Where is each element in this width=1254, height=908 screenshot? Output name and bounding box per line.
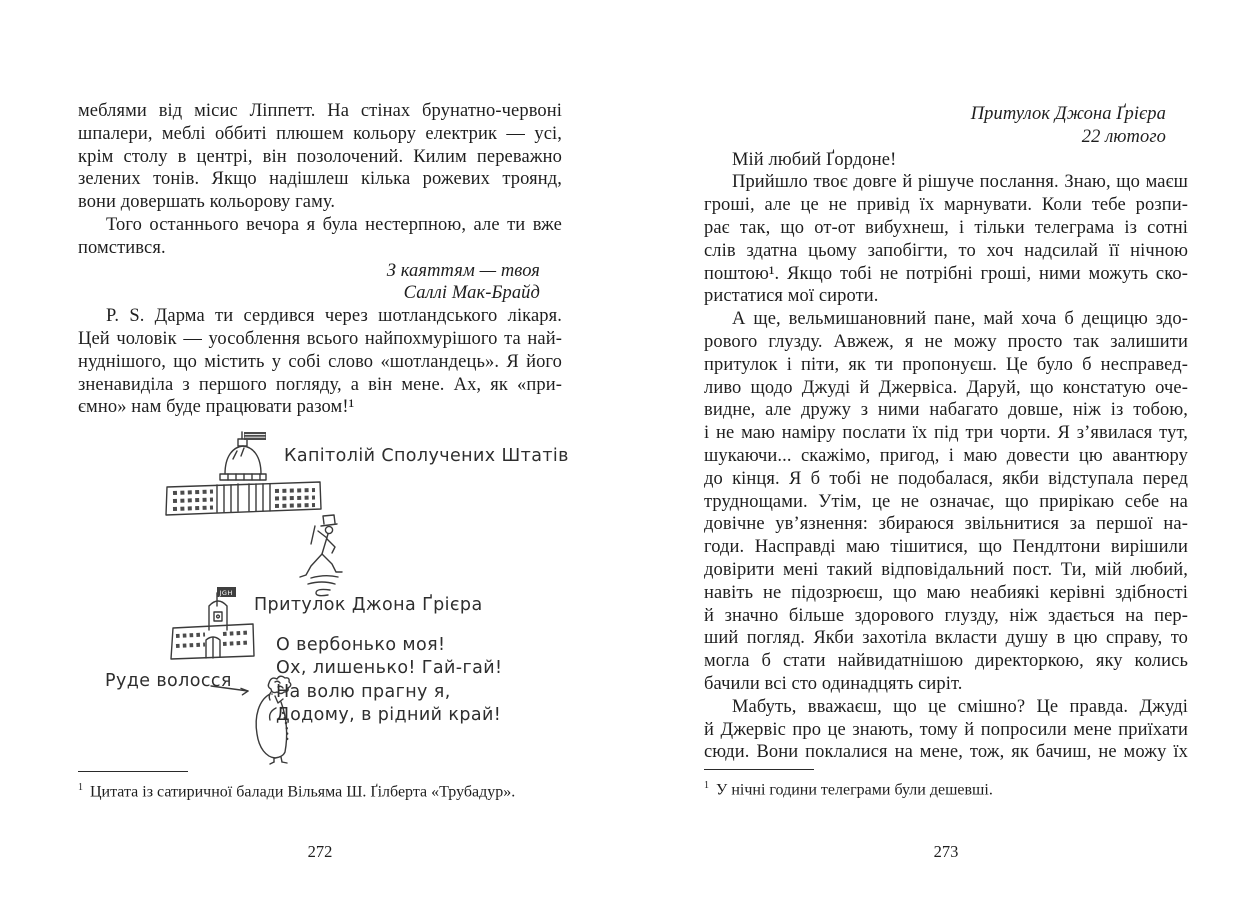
right-page-number: 273: [933, 842, 959, 861]
footnote-marker: 1: [704, 780, 709, 791]
footnote-text: У нічні години телеграми були дешевші.: [716, 781, 993, 799]
text-line: навіть не підозрюєш, що маю неабиякі керівні здібності: [704, 582, 1188, 603]
text-line: З каяттям — твоя: [386, 260, 540, 281]
text-line: вони довершать кольорову гаму.: [78, 192, 336, 213]
text-line: Мабуть, вважаєш, що це смішно? Це правда. Джуді: [732, 696, 1188, 717]
footnote-text: Цитата із сатиричної балади Вільяма Ш. Ґілберта «Трубадур».: [90, 783, 516, 801]
text-line: шпалери, меблі оббиті плюшем кольору електрик — усі,: [78, 123, 562, 144]
text-line: шукаючи... скажімо, пригод, і маю довести цю авантюру: [704, 445, 1188, 466]
orphanage-flag-label: JGH: [219, 589, 233, 597]
left-page-illustration: [78, 430, 569, 778]
left-page-text: [78, 100, 562, 419]
text-line: рає так, що от-от вибухнеш, і тільки телеграма із сотні: [704, 217, 1188, 238]
text-line: зненавиділа з першого погляду, а він мене. Ах, як «при-: [78, 374, 562, 395]
text-line: ливо щодо Джуді й Джервіса. Даруй, що констатую оче-: [704, 377, 1188, 398]
text-line: довічне ув’язнення: збираюся звільнитися за першої на-: [704, 514, 1188, 535]
walking-man-drawing: [300, 515, 342, 596]
letter-heading-line: Притулок Джона Ґрієра: [970, 104, 1166, 124]
left-page-number: 272: [307, 842, 333, 861]
text-line: Прийшло твоє довге й рішуче послання. Знаю, що маєш: [732, 172, 1188, 193]
letter-heading-line: 22 лютого: [1081, 126, 1166, 147]
text-line: Того останнього вечора я була нестерпною, але ти вже: [106, 214, 562, 235]
text-line: зелених тонів. Якщо надішлеш кілька рожевих троянд,: [78, 169, 562, 190]
text-line: й значно більше здорового глузду, ніж здається на пер-: [704, 605, 1188, 626]
right-footnote-rule: [704, 769, 814, 770]
text-line: меблями від місис Ліппетт. На стінах брунатно-червоні: [78, 101, 562, 121]
verse-line: Додому, в рідний край!: [276, 704, 502, 725]
verse-line: Ох, лишенько! Гай-гай!: [276, 658, 503, 679]
text-line: ший погляд. Якби захотіла вкласти душу в цю справу, то: [704, 628, 1188, 649]
text-line: й Джервіс про це знають, тому й попросили мене приїхати: [704, 719, 1188, 740]
orphanage-caption: Притулок Джона Ґрієра: [254, 595, 483, 615]
text-line: довірити мені такий відповідальний пост. Ти, мій любий,: [704, 559, 1188, 580]
verse: [276, 634, 502, 727]
text-line: годи. Насправді маю тішитися, що Пендлтони вирішили: [704, 537, 1188, 558]
text-line: нуднішого, що містить у собі слово «шотландець». Я його: [78, 351, 562, 372]
left-footnote-rule: [78, 771, 188, 772]
text-line: ємно» нам буде працювати разом!¹: [78, 397, 355, 418]
text-line: гроші, але це не привід їх марнувати. Коли тебе розпи-: [704, 195, 1188, 216]
red-hair-label: Руде волосся: [105, 671, 232, 691]
left-footnote: [78, 778, 562, 802]
right-page-text: [704, 103, 1188, 764]
text-line: притулок і піти, як ти пропонуєш. Це було б несправед-: [704, 354, 1188, 375]
verse-line: О вербонько моя!: [276, 635, 446, 655]
text-line: А ще, вельмишановний пане, май хоча б дещицю здо-: [732, 309, 1188, 330]
text-line: могла б стати найвидатнішою директоркою, яку колись: [704, 651, 1188, 672]
text-line: поштою¹. Якщо тобі не потрібні гроші, ними можуть ско-: [704, 263, 1188, 284]
text-line: Цей чоловік — уособлення всього найпохмурішого та най-: [78, 328, 562, 349]
text-line: Мій любий Ґордоне!: [732, 149, 897, 170]
text-line: труднощами. Утім, це не означає, що прирікаю себе на: [704, 491, 1188, 512]
text-line: помстився.: [78, 237, 166, 258]
right-footnote: [704, 776, 1188, 800]
text-line: слів здатна цьому запобігти, то хоч надсилай її нічною: [704, 240, 1188, 261]
text-line: і не маю наміру послати їх під три чорти. Я з’явилася тут,: [704, 423, 1188, 444]
text-line: до кінця. Я б тобі не подобалася, якби відступала перед: [704, 468, 1188, 489]
footnote-marker: 1: [78, 782, 83, 793]
text-line: Саллі Мак-Брайд: [403, 283, 540, 304]
text-line: бачили всі сто одинадцять сиріт.: [704, 673, 963, 694]
verse-line: На волю прагну я,: [276, 681, 451, 702]
text-line: видне, але дружу з ними набагато довше, ніж із тобою,: [704, 400, 1188, 421]
text-line: P. S. Дарма ти сердився через шотландського лікаря.: [106, 306, 562, 327]
text-line: сюди. Вони поклалися на мене, тож, як бачиш, не можу їх: [704, 742, 1188, 763]
text-line: крім столу в центрі, він позолочений. Килим переважно: [78, 146, 562, 167]
text-line: ристатися мої сироти.: [704, 286, 879, 307]
capitol-building-drawing: [166, 432, 321, 515]
text-line: рового глузду. Авжеж, я не можу просто так залишити: [704, 331, 1188, 352]
orphanage-building-drawing: [171, 587, 254, 659]
capitol-caption: Капітолій Сполучених Штатів: [284, 446, 569, 466]
